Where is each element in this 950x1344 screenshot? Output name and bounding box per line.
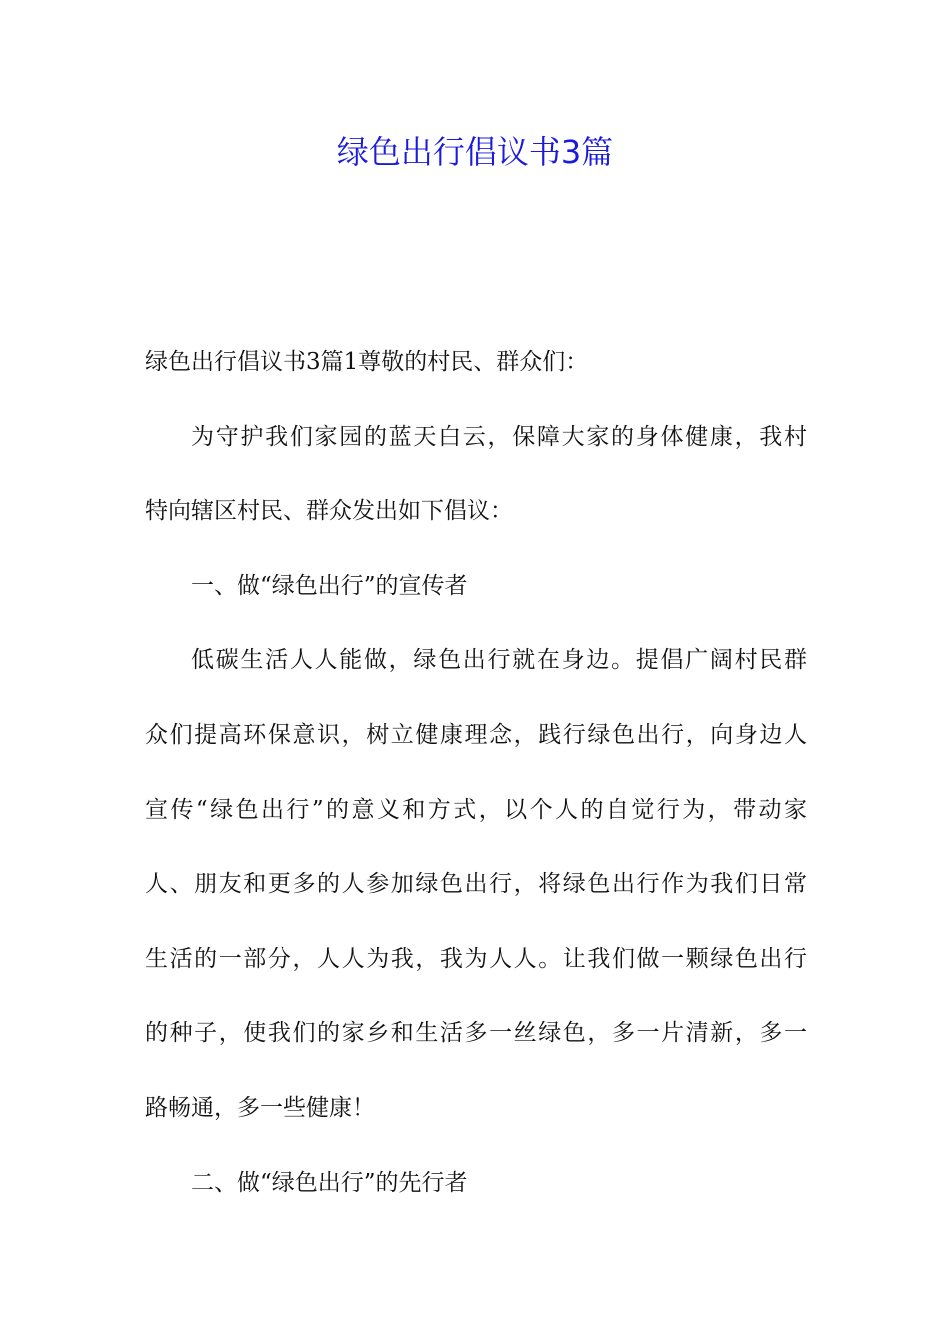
text-line-paragraph-2: 的种子，使我们的家乡和生活多一丝绿色，多一片清新，多一	[145, 1020, 807, 1047]
section-heading-2: 二、做“绿色出行”的先行者	[191, 1169, 468, 1196]
text-line-paragraph-2: 宣传“绿色出行”的意义和方式，以个人的自觉行为，带动家	[145, 796, 807, 823]
text-line-opening: 绿色出行倡议书3篇1尊敬的村民、群众们：	[145, 349, 589, 375]
text-line-paragraph-2: 众们提高环保意识，树立健康理念，践行绿色出行，向身边人	[145, 721, 807, 748]
text-line-paragraph-2-end: 路畅通，多一些健康！	[145, 1094, 375, 1121]
text-line-paragraph-2: 生活的一部分，人人为我，我为人人。让我们做一颗绿色出行	[145, 945, 807, 972]
document-title: 绿色出行倡议书3篇	[336, 133, 614, 171]
text-line-paragraph-1-start: 为守护我们家园的蓝天白云，保障大家的身体健康，我村	[191, 423, 807, 450]
text-line-paragraph-1-end: 特向辖区村民、群众发出如下倡议：	[145, 498, 513, 525]
text-line-paragraph-2: 人、朋友和更多的人参加绿色出行，将绿色出行作为我们日常	[145, 871, 807, 898]
section-heading-1: 一、做“绿色出行”的宣传者	[191, 572, 468, 599]
text-line-paragraph-2: 低碳生活人人能做，绿色出行就在身边。提倡广阔村民群	[191, 647, 807, 674]
document-body	[145, 338, 807, 1233]
